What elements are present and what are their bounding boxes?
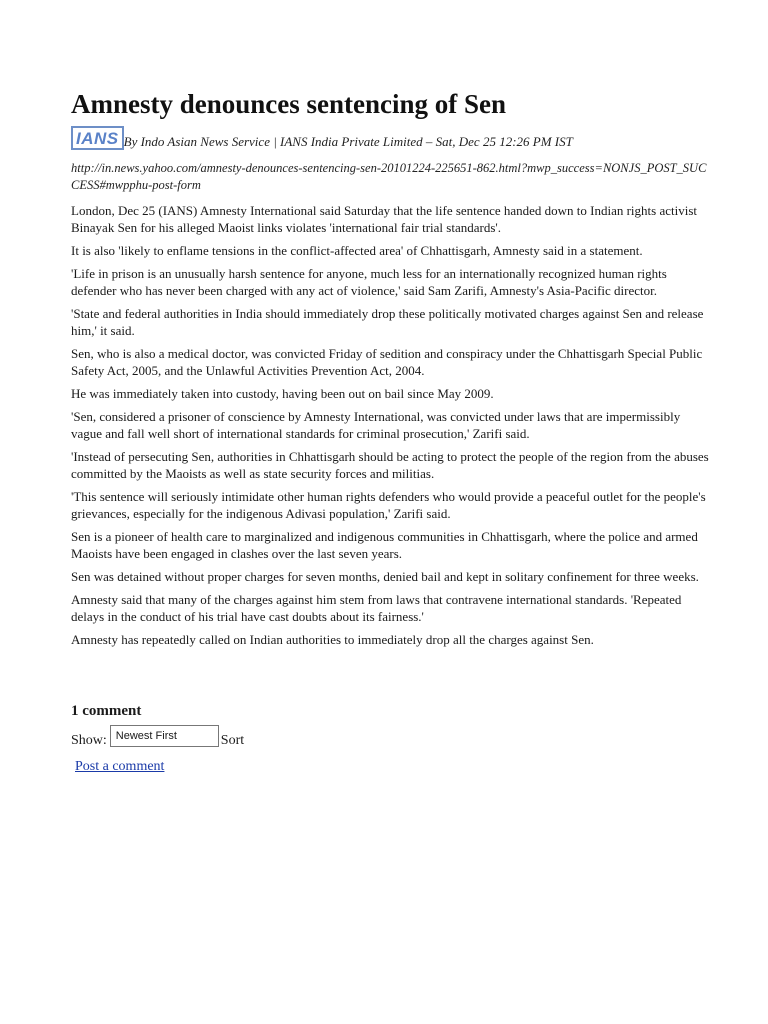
- sort-order-select[interactable]: Newest First: [110, 725, 219, 747]
- show-label: Show:: [71, 733, 107, 748]
- ians-logo: IANS: [71, 126, 124, 150]
- article-paragraph: He was immediately taken into custody, having been out on bail since May 2009.: [71, 386, 494, 401]
- sort-button[interactable]: Sort: [220, 733, 245, 748]
- article-paragraph: It is also 'likely to enflame tensions in the conflict-affected area' of Chhattisgarh, Amnesty said in a statement.: [71, 243, 643, 258]
- article-paragraph: 'State and federal authorities in India should immediately drop these politically motivated charges against Sen and release him,' it said.: [71, 306, 704, 338]
- post-comment-link[interactable]: Post a comment: [75, 759, 165, 774]
- article-paragraph: 'This sentence will seriously intimidate other human rights defenders who would provide a peaceful outlet for the people's grievances, especially for the indigenous Adivasi population,' Zarifi said.: [71, 489, 706, 521]
- article-byline: By Indo Asian News Service | IANS India Private Limited – Sat, Dec 25 12:26 PM IST: [123, 134, 573, 149]
- article-paragraph: Sen, who is also a medical doctor, was convicted Friday of sedition and conspiracy under the Chhattisgarh Special Public Safety Act, 2005, and the Unlawful Activities Prevention Act, 2004.: [71, 346, 703, 378]
- byline-row: [71, 126, 711, 150]
- comments-sort-row: [71, 728, 711, 750]
- article-body: [71, 202, 711, 648]
- article-paragraph: 'Instead of persecuting Sen, authorities in Chhattisgarh should be acting to protect the people of the region from the abuses committed by the Maoists as well as state security forces and militias.: [71, 449, 709, 481]
- article-paragraph: 'Sen, considered a prisoner of conscience by Amnesty International, was convicted under laws that are impermissibly vague and fall well short of international standards for criminal prosecution,' Zarifi said.: [71, 409, 681, 441]
- article-paragraph: Amnesty has repeatedly called on Indian authorities to immediately drop all the charges against Sen.: [71, 632, 594, 647]
- comments-section: [71, 702, 711, 776]
- article-page: [71, 88, 711, 776]
- article-paragraph: Sen is a pioneer of health care to marginalized and indigenous communities in Chhattisgarh, where the police and armed Maoists have been engaged in clashes over the last seven years.: [71, 529, 698, 561]
- article-paragraph: 'Life in prison is an unusually harsh sentence for anyone, much less for an internationally recognized human rights defender who has never been charged with any act of violence,' said Sam Zarifi, Amnesty's Asia-Pacific director.: [71, 266, 667, 298]
- article-url: http://in.news.yahoo.com/amnesty-denounces-sentencing-sen-20101224-225651-862.html?mwp_success=NONJS_POST_SUCCESS#mwpphu-post-form: [71, 161, 707, 192]
- comments-count-heading: 1 comment: [71, 703, 142, 719]
- article-paragraph: Sen was detained without proper charges for seven months, denied bail and kept in solitary confinement for three weeks.: [71, 569, 699, 584]
- article-headline: Amnesty denounces sentencing of Sen: [71, 89, 507, 119]
- article-paragraph: London, Dec 25 (IANS) Amnesty International said Saturday that the life sentence handed down to Indian rights activist Binayak Sen for his alleged Maoist links violates 'international fair trial standards'.: [71, 203, 698, 235]
- article-paragraph: Amnesty said that many of the charges against him stem from laws that contravene international standards. 'Repeated delays in the conduct of his trial have cast doubts about its fairness.': [71, 592, 682, 624]
